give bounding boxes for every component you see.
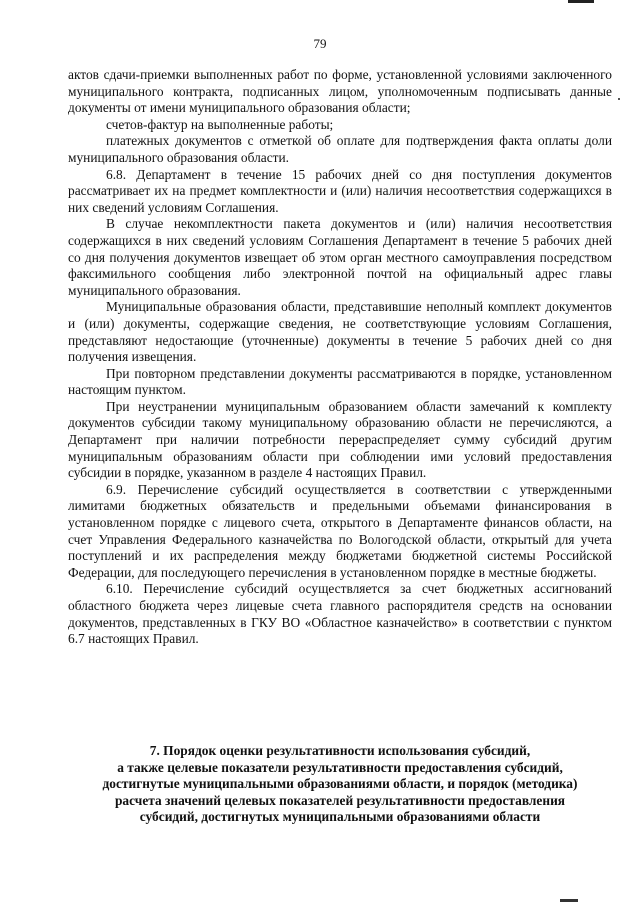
paragraph: счетов-фактур на выполненные работы; (106, 116, 334, 132)
paragraph: платежных документов с отметкой об оплате для подтверждения факта оплаты доли муниципального образования области. (68, 133, 612, 165)
page-number: 79 (313, 36, 327, 51)
paragraph: При повторном представлении документы рассматриваются в порядке, установленном настоящим пунктом. (68, 365, 612, 398)
paragraph: При неустранении муниципальным образованием области замечаний к комплекту документов субсидии такому муниципальному образованию области не перечисляются, а Департамент при наличии потребности перераспределяет сумму субсидий другим муниципальным образованиям области при соблюдении ими условий предоставления субсидии в порядке, указанном в разделе 4 настоящих Правил. (68, 398, 612, 481)
paragraph: 6.10. Перечисление субсидий осуществляется за счет бюджетных ассигнований областного бюджета через лицевые счета главного распорядителя средств на основании документов, представленных в ГКУ ВО «Областное казначейство» в соответствии с пунктом 6.7 настоящих Правил. (68, 581, 612, 647)
paragraph: В случае некомплектности пакета документов и (или) наличия несоответствия содержащихся в них сведений условиям Соглашения Департамент в течение 5 рабочих дней со дня получения документов извещает об этом орган местного самоуправления посредством факсимильного сообщения либо электронной почтой на официальный адрес главы муниципального образования. (68, 216, 612, 298)
section-heading (68, 743, 612, 826)
heading-line: достигнутые муниципальными образованиями области, и порядок (методика) (102, 776, 578, 792)
body-text (68, 67, 612, 648)
heading-line: расчета значений целевых показателей результативности предоставления (114, 792, 566, 808)
heading-line: субсидий, достигнутых муниципальными образованиями области (139, 809, 541, 825)
scan-mark-top (568, 0, 594, 3)
scan-speck (618, 98, 620, 100)
scan-mark-bottom (560, 899, 578, 902)
heading-line: 7. Порядок оценки результативности использования субсидий, (149, 743, 531, 758)
heading-line: а также целевые показатели результативности предоставления субсидий, (117, 759, 563, 775)
paragraph: актов сдачи-приемки выполненных работ по форме, установленной условиями заключенного муниципального контракта, подписанных лицом, уполномоченным подписывать данные документы от имени муниципального образования области; (68, 67, 612, 116)
paragraph: 6.8. Департамент в течение 15 рабочих дней со дня поступления документов рассматривает их на предмет комплектности и (или) наличия несоответствия содержащихся в них сведений условиям Соглашения. (68, 166, 612, 215)
paragraph: Муниципальные образования области, представившие неполный комплект документов и (или) документы, содержащие сведения, не соответствующие условиям Соглашения, представляют недостающие (уточненные) документы в течение 5 рабочих дней со дня получения извещения. (68, 299, 612, 365)
paragraph: 6.9. Перечисление субсидий осуществляется в соответствии с утвержденными лимитами бюджетных обязательств и предельными объемами финансирования в установленном порядке с лицевого счета, открытого в Департаменте финансов области, на счет Управления Федерального казначейства по Вологодской области, открытый для учета поступлений и их распределения между бюджетами бюджетной системы Российской Федерации, для последующего перечисления в установленном порядке в местные бюджеты. (68, 481, 612, 580)
